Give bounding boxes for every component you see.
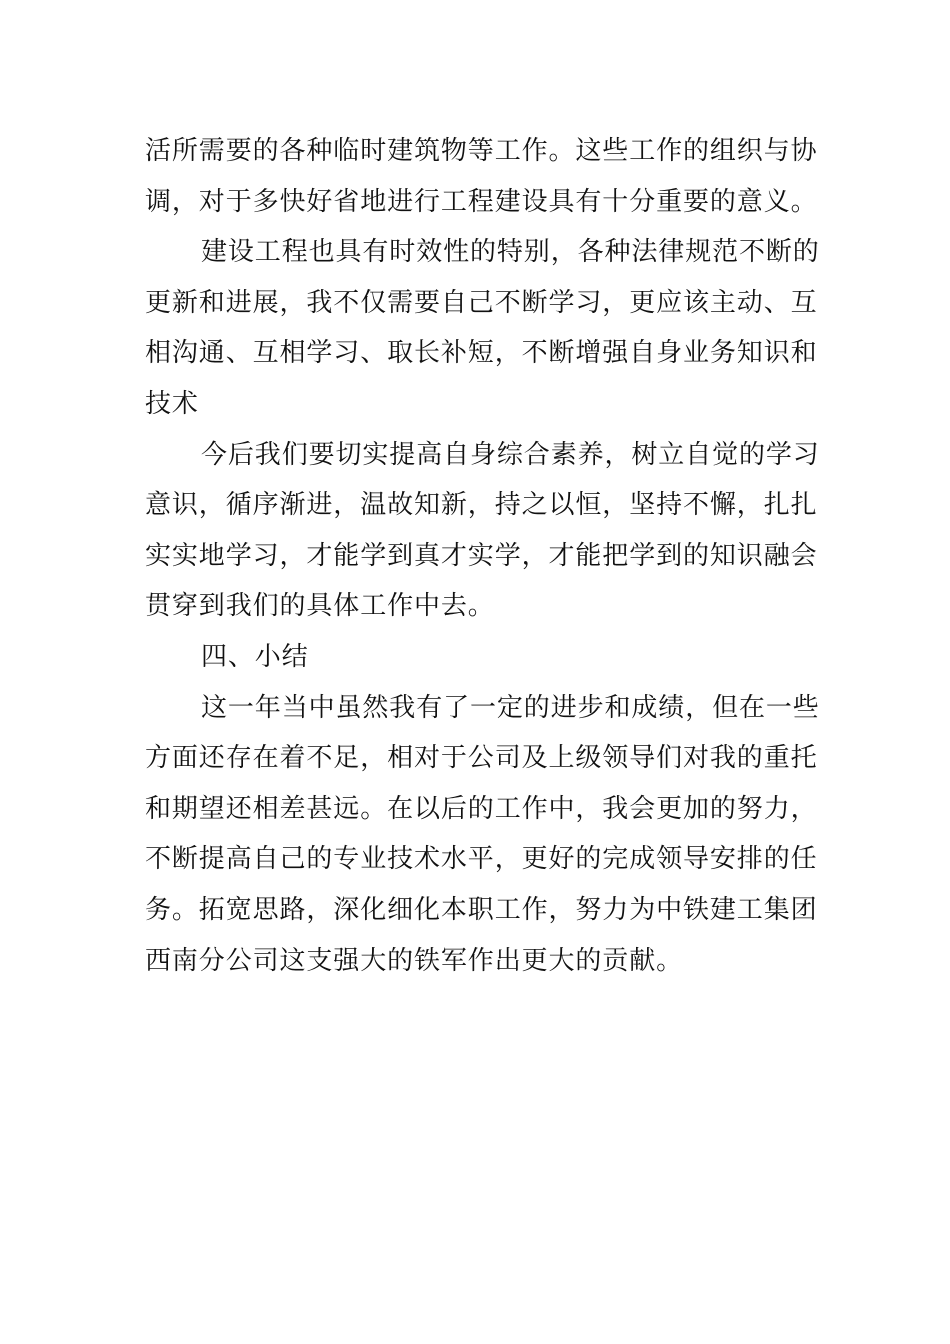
- text-line: 和期望还相差甚远。在以后的工作中，我会更加的努力，: [145, 793, 818, 824]
- text-line: 实实地学习，才能学到真才实学，才能把学到的知识融会: [145, 540, 818, 571]
- document-body: [145, 126, 820, 986]
- text-line: 贯穿到我们的具体工作中去。: [145, 591, 495, 622]
- text-line: 相沟通、互相学习、取长补短，不断增强自身业务知识和: [145, 338, 818, 369]
- text-line: 方面还存在着不足，相对于公司及上级领导们对我的重托: [145, 743, 818, 774]
- paragraph-first-line: 今后我们要切实提高自身综合素养，树立自觉的学习: [201, 439, 820, 470]
- text-line: 调，对于多快好省地进行工程建设具有十分重要的意义。: [145, 186, 818, 217]
- paragraph-first-line: 建设工程也具有时效性的特别，各种法律规范不断的: [201, 237, 820, 268]
- text-line: 西南分公司这支强大的铁军作出更大的贡献。: [145, 945, 684, 976]
- text-line: 意识，循序渐进，温故知新，持之以恒，坚持不懈，扎扎: [145, 490, 818, 521]
- text-line: 技术: [145, 388, 199, 419]
- section-heading: 四、小结: [201, 641, 309, 672]
- text-line: 活所需要的各种临时建筑物等工作。这些工作的组织与协: [145, 136, 818, 166]
- text-line: 不断提高自己的专业技术水平，更好的完成领导安排的任: [145, 844, 818, 875]
- text-line: 更新和进展，我不仅需要自己不断学习，更应该主动、互: [145, 287, 818, 318]
- paragraph-first-line: 这一年当中虽然我有了一定的进步和成绩，但在一些: [201, 692, 820, 723]
- text-line: 务。拓宽思路，深化细化本职工作，努力为中铁建工集团: [145, 894, 818, 925]
